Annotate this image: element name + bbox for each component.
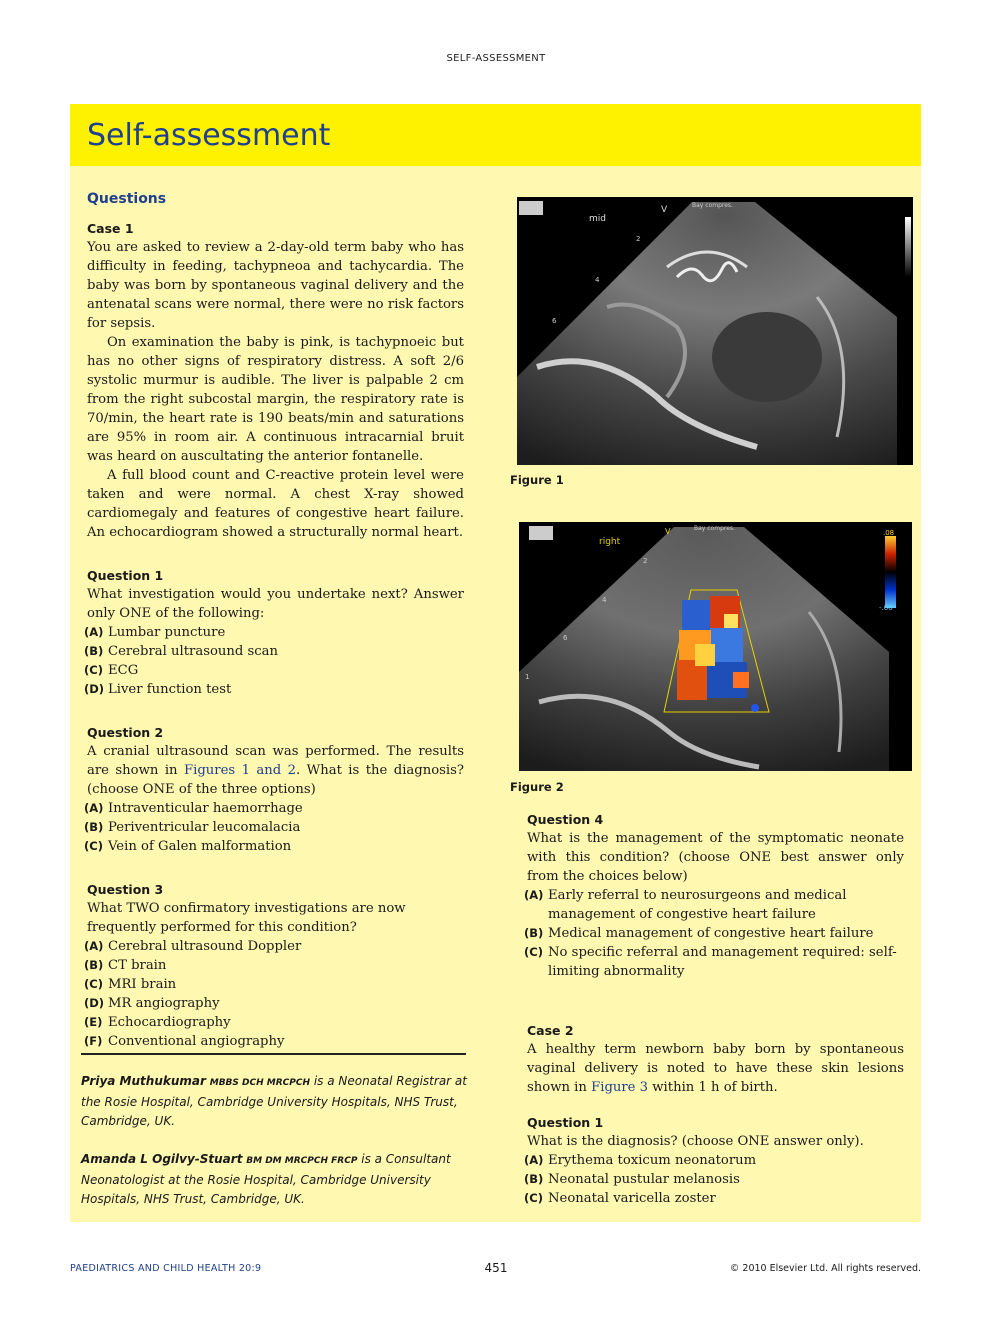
option-key: (B) [84,644,104,658]
question2-text-end: . What is the diagnosis? (choose ONE of the three options) [87,763,464,797]
author-bio-1 [81,1072,471,1131]
footer-copyright: © 2010 Elsevier Ltd. All rights reserved. [729,1263,921,1274]
case2-text-end: within 1 h of birth. [648,1080,778,1095]
option-text: Periventricular leucomalacia [108,820,301,835]
doppler-image [519,522,912,771]
footer-journal: PAEDIATRICS AND CHILD HEALTH 20:9 [70,1263,262,1274]
option-text: MRI brain [108,977,177,992]
depth-label: 2 [643,557,648,565]
option-item [84,818,464,837]
case1-paragraph-1: You are asked to review a 2-day-old term baby who has difficulty in feeding, tachypneoa and tachycardia. The baby was born by spontaneous vaginal delivery and the antenatal scans were normal, there were no risk factors for sepsis. [87,240,464,331]
option-text: Neonatal pustular melanosis [548,1172,740,1187]
option-text: No specific referral and management required: self-limiting abnormality [548,945,897,979]
option-item [84,837,464,856]
option-text: ECG [108,663,139,678]
option-text: Neonatal varicella zoster [548,1191,716,1206]
option-item [524,924,904,943]
option-text: Echocardiography [108,1015,231,1030]
option-item [84,994,464,1013]
option-text: CT brain [108,958,167,973]
author-description: is a Consultant Neonatologist at the Rosie Hospital, Cambridge University Hospitals, NHS Trust, Cambridge, UK. [81,1152,451,1206]
option-key: (A) [524,888,544,902]
option-key: (C) [84,663,103,677]
option-text: Conventional angiography [108,1034,285,1049]
question1-text: What investigation would you undertake next? Answer only ONE of the following: [87,587,464,621]
header-label: Bay compres. [694,525,735,532]
option-key: (C) [524,945,543,959]
option-key: (A) [84,801,104,815]
option-text: MR angiography [108,996,220,1011]
author-description: is a Neonatal Registrar at the Rosie Hospital, Cambridge University Hospitals, NHS Trust, Cambridge, UK. [81,1074,467,1128]
running-head: SELF-ASSESSMENT [446,53,546,64]
depth-label: 4 [602,596,607,604]
option-item [84,975,464,994]
question2-heading: Question 2 [87,725,164,740]
view-label: mid [589,214,606,224]
option-item [84,1032,464,1051]
ultrasound-image [517,197,913,465]
author-divider [81,1053,466,1055]
option-key: (B) [84,820,104,834]
depth-label: 6 [563,634,568,642]
view-label: right [599,537,621,547]
scale-top-label: .08 [883,529,895,537]
header-label: Bay compres. [692,202,733,209]
option-key: (F) [84,1034,103,1048]
case2-question1-text: What is the diagnosis? (choose ONE answer only). [527,1134,864,1149]
figures-link[interactable]: Figures 1 and 2 [183,763,297,778]
author-credentials: MBBS DCH MRCPCH [209,1078,310,1088]
depth-label: 1 [525,673,530,681]
option-text: Cerebral ultrasound Doppler [108,939,302,954]
scale-bottom-label: -.08 [879,604,893,612]
title-band [70,104,921,166]
option-item [84,799,464,818]
option-key: (C) [84,977,103,991]
option-text: Erythema toxicum neonatorum [548,1153,757,1168]
case2-question1-options [524,1151,904,1208]
option-item [84,937,464,956]
author-bio-2 [81,1150,471,1209]
question2-options [84,799,464,856]
question2-text-start: A cranial ultrasound scan was performed. The results are shown in [87,744,464,778]
option-key: (D) [84,996,105,1010]
option-item [524,1189,904,1208]
page-title: Self-assessment [87,118,331,153]
option-item [84,680,464,699]
question3-options [84,937,464,1051]
question4-text: What is the management of the symptomatic neonate with this condition? (choose ONE best answer only from the choices below) [527,831,904,884]
option-text: Liver function test [108,682,232,697]
case2-question1-heading: Question 1 [527,1115,604,1130]
author-name: Priya Muthukumar [81,1074,206,1088]
case2-heading: Case 2 [527,1023,574,1038]
figure3-link[interactable]: Figure 3 [591,1080,649,1095]
option-key: (B) [524,1172,544,1186]
option-item [84,1013,464,1032]
option-item [524,886,904,924]
marker-label: V [665,527,671,536]
option-item [524,1170,904,1189]
figure-1-caption: Figure 1 [510,473,564,487]
option-key: (A) [84,625,104,639]
question1-options [84,623,464,699]
option-text: Cerebral ultrasound scan [108,644,279,659]
option-text: Vein of Galen malformation [108,839,292,854]
option-item [84,956,464,975]
depth-label: 6 [552,317,557,325]
question2-text [87,742,464,799]
option-item [84,661,464,680]
figure-2-caption: Figure 2 [510,780,564,794]
questions-heading: Questions [87,191,167,207]
option-item [524,1151,904,1170]
option-key: (A) [84,939,104,953]
case1-paragraph-2: On examination the baby is pink, is tachypnoeic but has no other signs of respiratory distress. A soft 2/6 systolic murmur is audible. The liver is palpable 2 cm from the right subcostal margin, the respiratory rate is 70/min, the heart rate is 190 beats/min and saturations are 95% in room air. A continuous intracarnial bruit was heard on auscultating the anterior fontanelle. [87,335,464,464]
figure-1-ultrasound [517,197,913,465]
option-text: Intraventicular haemorrhage [108,801,303,816]
option-key: (A) [524,1153,544,1167]
author-name: Amanda L Ogilvy-Stuart [81,1152,243,1166]
case1-paragraph-3: A full blood count and C-reactive protein level were taken and were normal. A chest X-ray showed cardiomegaly and features of congestive heart failure. An echocardiogram showed a structurally normal heart. [87,468,464,540]
option-key: (C) [524,1191,543,1205]
case2-text [527,1040,904,1097]
option-key: (E) [84,1015,103,1029]
question4-heading: Question 4 [527,812,604,827]
depth-label: 2 [636,235,641,243]
option-key: (B) [524,926,544,940]
option-item [84,642,464,661]
option-text: Medical management of congestive heart failure [548,926,874,941]
question3-heading: Question 3 [87,882,164,897]
case2-text-start: A healthy term newborn baby born by spontaneous vaginal delivery is noted to have these skin lesions shown in [527,1042,904,1095]
option-key: (C) [84,839,103,853]
page-number: 451 [484,1261,508,1275]
question3-text: What TWO confirmatory investigations are now frequently performed for this condition? [87,901,406,935]
depth-label: 4 [595,276,600,284]
option-text: Lumbar puncture [108,625,226,640]
question4-options [524,886,904,981]
case1-heading: Case 1 [87,221,134,236]
option-key: (D) [84,682,105,696]
question1-heading: Question 1 [87,568,164,583]
left-column [84,190,464,1051]
option-item [524,943,904,981]
option-item [84,623,464,642]
author-credentials: BM DM MRCPCH FRCP [246,1156,358,1166]
figure-2-ultrasound-doppler [519,522,912,771]
right-column [524,810,904,1208]
option-key: (B) [84,958,104,972]
option-text: Early referral to neurosurgeons and medical management of congestive heart failure [548,888,847,922]
marker-label: V [661,205,668,215]
